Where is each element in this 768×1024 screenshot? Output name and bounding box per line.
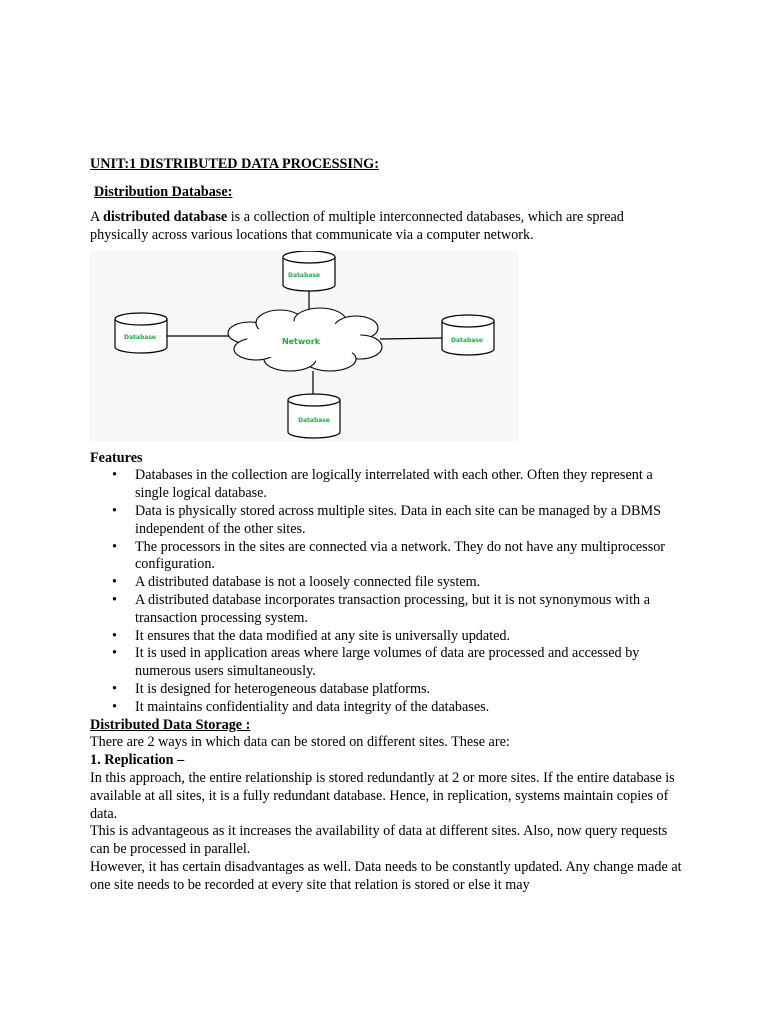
bullet-icon: • xyxy=(112,467,117,484)
intro-prefix: A xyxy=(90,209,104,225)
list-item xyxy=(90,592,685,628)
list-item xyxy=(90,681,685,699)
list-item xyxy=(90,645,685,681)
features-heading: Features xyxy=(90,449,143,466)
intro-bold-term: distributed database xyxy=(103,209,228,225)
bullet-icon: • xyxy=(112,502,117,519)
database-left-icon xyxy=(115,313,167,353)
database-top-label: Database xyxy=(288,271,320,279)
list-item-text: The processors in the sites are connected via a network. They do not have any multiprocessor configuration. xyxy=(135,538,666,573)
list-item-text: A distributed database is not a loosely connected file system. xyxy=(135,574,481,591)
storage-intro: There are 2 ways in which data can be stored on different sites. These are: xyxy=(90,734,510,751)
bullet-icon: • xyxy=(112,538,117,555)
intro-rest: is a collection of multiple interconnected databases, which are spread physically across various locations that communicate via a computer network. xyxy=(90,209,624,243)
list-item-text: Databases in the collection are logically interrelated with each other. Often they represent a single logical database. xyxy=(135,467,653,502)
diagram-svg xyxy=(90,251,518,441)
database-top-icon xyxy=(283,251,335,291)
features-list xyxy=(90,467,685,716)
database-right-icon xyxy=(442,315,494,355)
storage-heading: Distributed Data Storage : xyxy=(90,716,251,733)
bullet-icon: • xyxy=(112,591,117,608)
replication-paragraph-3: However, it has certain disadvantages as well. Data needs to be constantly updated. Any change made at one site needs to be recorded at every site that relation is stored or else it may xyxy=(90,858,682,893)
unit-title: UNIT:1 DISTRIBUTED DATA PROCESSING: xyxy=(90,156,379,172)
list-item-text: It ensures that the data modified at any site is universally updated. xyxy=(135,627,511,644)
list-item xyxy=(90,628,685,646)
list-item xyxy=(90,503,685,539)
list-item xyxy=(90,699,685,717)
database-bottom-label: Database xyxy=(298,416,330,424)
replication-paragraph-1: In this approach, the entire relationship is stored redundantly at 2 or more sites. If the entire database is available at all sites, it is a fully redundant database. Hence, in replication, systems maintain copies of data. xyxy=(90,769,675,822)
intro-paragraph xyxy=(90,209,685,245)
list-item-text: It maintains confidentiality and data integrity of the databases. xyxy=(135,698,490,715)
database-bottom-icon xyxy=(288,394,340,438)
list-item-text: It is designed for heterogeneous database platforms. xyxy=(135,680,431,697)
list-item xyxy=(90,467,685,503)
bullet-icon: • xyxy=(112,698,117,715)
database-right-label: Database xyxy=(451,336,483,344)
list-item xyxy=(90,539,685,575)
network-label: Network xyxy=(281,336,321,346)
bullet-icon: • xyxy=(112,627,117,644)
list-item-text: It is used in application areas where large volumes of data are processed and accessed by numerous users simultaneously. xyxy=(135,645,640,680)
replication-paragraph-2: This is advantageous as it increases the availability of data at different sites. Also, now query requests can be processed in parallel. xyxy=(90,823,668,858)
replication-heading: 1. Replication – xyxy=(90,752,185,769)
document-page xyxy=(90,154,685,895)
bullet-icon: • xyxy=(112,645,117,662)
section-title: Distribution Database: xyxy=(94,184,233,200)
list-item xyxy=(90,574,685,592)
bullet-icon: • xyxy=(112,574,117,591)
database-left-label: Database xyxy=(124,333,156,341)
list-item-text: A distributed database incorporates transaction processing, but it is not synonymous with a transaction processing system. xyxy=(135,591,650,626)
bullet-icon: • xyxy=(112,680,117,697)
list-item-text: Data is physically stored across multiple sites. Data in each site can be managed by a DBMS independent of the other sites. xyxy=(135,502,661,537)
distributed-database-diagram xyxy=(90,251,518,441)
